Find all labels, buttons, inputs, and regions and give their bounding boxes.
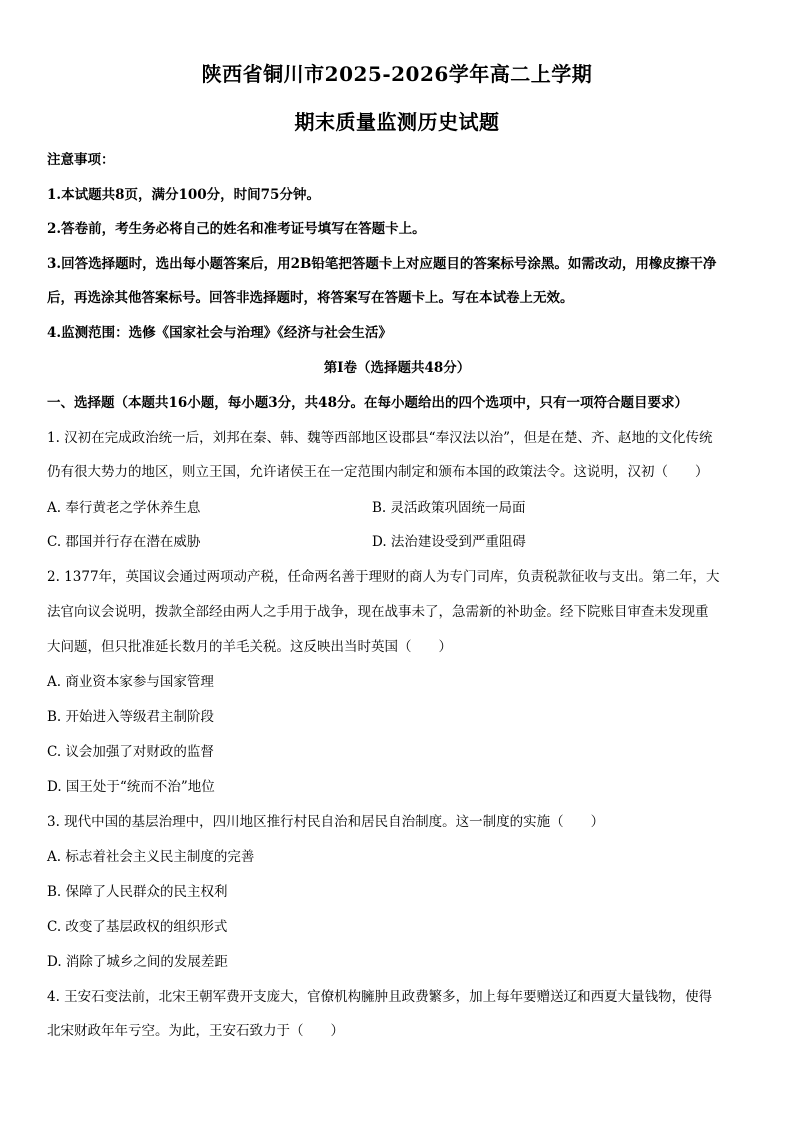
- q1-option-c: C. 郡国并行存在潜在威胁: [47, 534, 201, 550]
- exam-title-line2: 期末质量监测历史试题: [294, 110, 500, 134]
- q3-option-d: D. 消除了城乡之间的发展差距: [47, 954, 228, 970]
- q2-stem-line2: 法官向议会说明，拨款全部经由两人之手用于战争，现在战事未了，急需新的补助金。经下院账目审查未发现重: [47, 604, 709, 620]
- q2-option-c: C. 议会加强了对财政的监督: [47, 744, 214, 760]
- q2-option-a: A. 商业资本家参与国家管理: [47, 674, 214, 690]
- note-4: 4.监测范围：选修《国家社会与治理》《经济与社会生活》: [47, 325, 392, 341]
- q2-stem-line3: 大问题，但只批准延长数月的羊毛关税。这反映出当时英国（ ）: [47, 639, 452, 655]
- q3-option-a: A. 标志着社会主义民主制度的完善: [47, 849, 255, 865]
- notes-heading: 注意事项：: [47, 152, 115, 168]
- q4-stem-line1: 4. 王安石变法前，北宋王朝军费开支庞大，官僚机构臃肿且政费繁多，加上每年要赠送辽和西夏大量钱物，使得: [47, 989, 713, 1005]
- q1-option-b: B. 灵活政策巩固统一局面: [372, 500, 526, 516]
- q2-option-b: B. 开始进入等级君主制阶段: [47, 709, 215, 725]
- q3-option-b: B. 保障了人民群众的民主权利: [47, 884, 228, 900]
- volume-heading: 第Ⅰ卷（选择题共48分）: [323, 360, 471, 376]
- note-3-line1: 3.回答选择题时，选出每小题答案后，用2B铅笔把答题卡上对应题目的答案标号涂黑。如需改动，用橡皮擦干净: [47, 256, 717, 272]
- note-3-line2: 后，再选涂其他答案标号。回答非选择题时，将答案写在答题卡上。写在本试卷上无效。: [47, 290, 574, 306]
- q1-option-a: A. 奉行黄老之学休养生息: [47, 500, 201, 516]
- q1-stem-line2: 仍有很大势力的地区，则立王国，允许诸侯王在一定范围内制定和颁布本国的政策法令。这说明，汉初（ ）: [47, 464, 709, 480]
- q3-stem-line1: 3. 现代中国的基层治理中，四川地区推行村民自治和居民自治制度。这一制度的实施（ ）: [47, 814, 605, 830]
- q1-option-d: D. 法治建设受到严重阻碍: [372, 534, 526, 550]
- q1-stem-line1: 1. 汉初在完成政治统一后，刘邦在秦、韩、魏等西部地区设郡县“奉汉法以治”，但是在楚、齐、赵地的文化传统: [47, 430, 713, 446]
- part1-heading: 一、选择题（本题共16小题，每小题3分，共48分。在每小题给出的四个选项中，只有一项符合题目要求）: [47, 395, 688, 411]
- q3-option-c: C. 改变了基层政权的组织形式: [47, 919, 228, 935]
- q2-stem-line1: 2. 1377年，英国议会通过两项动产税，任命两名善于理财的商人为专门司库，负责税款征收与支出。第二年，大: [47, 569, 720, 585]
- exam-title-line1: 陕西省铜川市2025-2026学年高二上学期: [201, 62, 593, 86]
- q4-stem-line2: 北宋财政年年亏空。为此，王安石致力于（ ）: [47, 1023, 344, 1039]
- q2-option-d: D. 国王处于“统而不治”地位: [47, 779, 215, 795]
- note-2: 2.答卷前，考生务必将自己的姓名和准考证号填写在答题卡上。: [47, 221, 426, 237]
- note-1: 1.本试题共8页，满分100分，时间75分钟。: [47, 187, 320, 203]
